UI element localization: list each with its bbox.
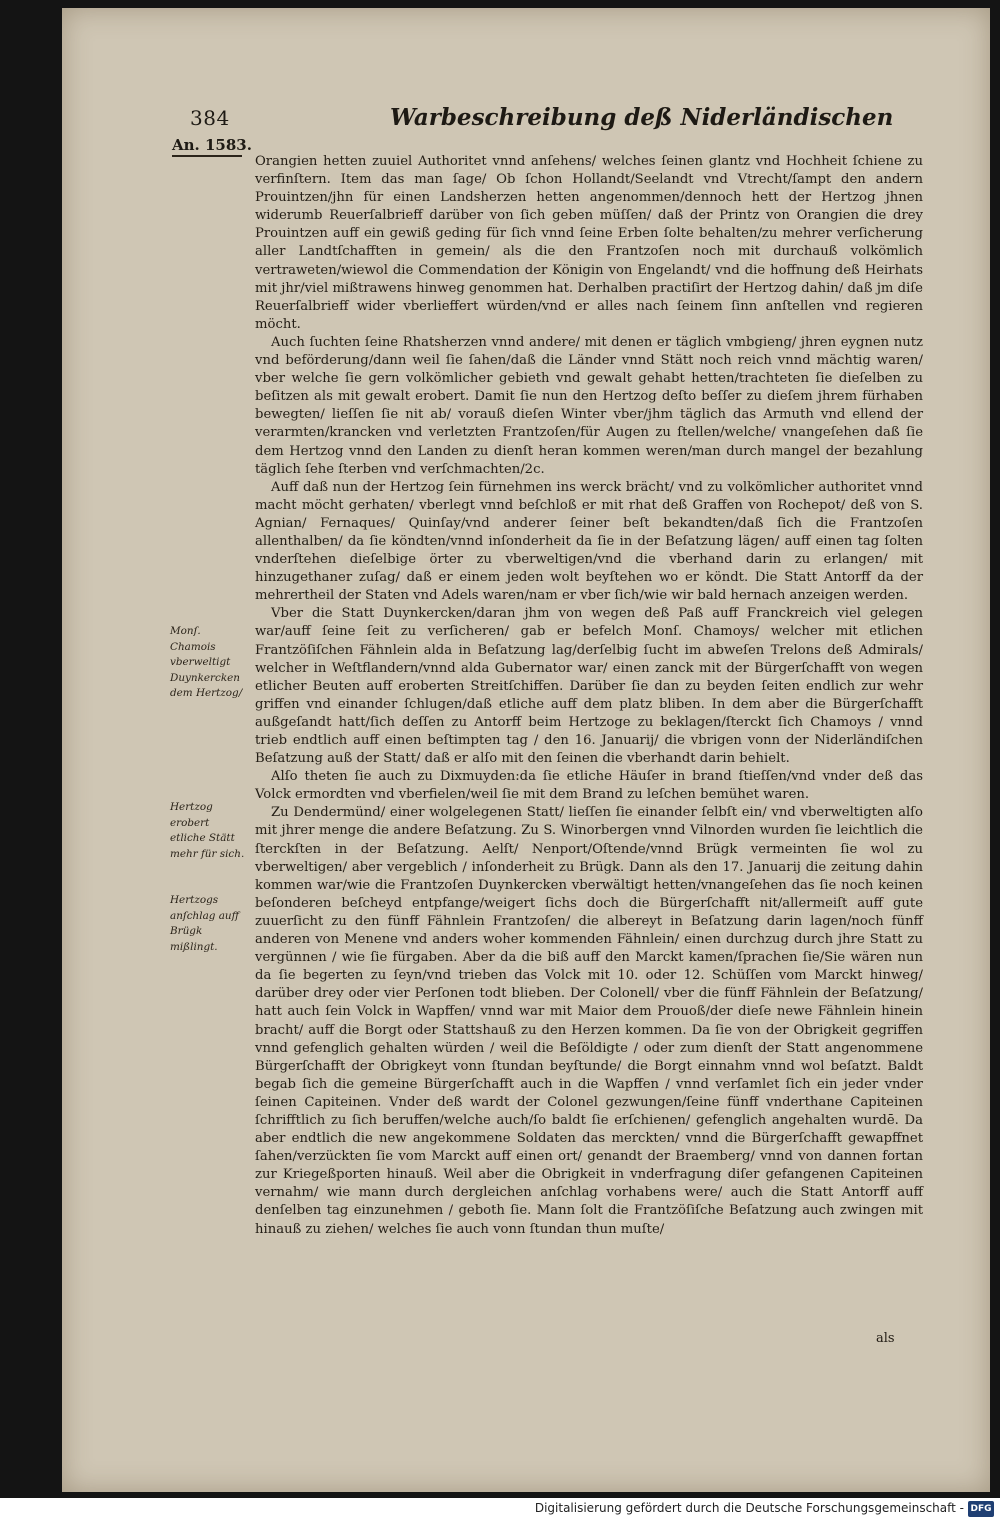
paragraph: Auff daß nun der Hertzog ſein fürnehmen ins werck brächt/ vnd zu volkömlicher authoritet vnnd macht möcht gerhaten/ vberlegt vnnd beſchloß er mit rhat deß Graffen von Rochepot/ deß von S. Agnian/ Fernaques/ Quinſay/vnd anderer ſeiner beſt bekandten/daß ſich die Frantzoſen allenthalben/ da ſie köndten/vnnd inſonderheit da ſie in der Beſatzung lägen/ auff einen tag ſolten vnderſtehen dieſelbige örter zu vberweltigen/vnd die vberhand darin zu erlangen/ mit hinzugethaner zuſag/ daß er einem jeden wolt beyſtehen wo er köndt. Die Statt Antorff da der mehrertheil der Staten vnd Adels waren/nam er vber ſich/wie wir bald hernach anzeigen werden. bbox=[255, 479, 923, 604]
main-text-block bbox=[255, 153, 923, 1239]
page-number: 384 bbox=[190, 106, 230, 130]
paragraph: Vber die Statt Duynkercken/daran jhm von wegen deß Paß auff Franckreich viel gelegen war/auff ſeine ſeit zu verſicheren/ gab er befelch Monſ. Chamoys/ welcher mit etlichen Frantzöſiſchen Fähnlein alda in Beſatzung lag/derſelbig ſucht im abweſen Trelons deß Admirals/ welcher in Weſtflandern/vnnd alda Gubernator war/ einen zanck mit der Bürgerſchafft von wegen etlicher Beuten auff eroberten Streitſchiffen. Darüber ſie dan zu beyden ſeiten endlich zur wehr griffen vnd einander ſchlugen/daß etliche auff dem platz bliben. In dem aber die Bürgerſchafft außgeſandt hatt/ſich deſſen zu Antorff beim Hertzoge zu beklagen/ſterckt ſich Chamoys / vnnd trieb endtlich auff einen beſtimpten tag / den 16. Januarij/ die vbrigen vonn der Niderländiſchen Beſatzung auß der Statt/ daß er alſo mit den ſeinen die vberhandt darin behielt. bbox=[255, 606, 923, 767]
margin-note: Hertzog erobert etliche Stätt mehr für sich. bbox=[170, 801, 245, 860]
paragraph: Alſo theten ſie auch zu Dixmuyden:da ſie etliche Häuſer in brand ſtieſſen/vnd vnder deß das Volck ermordten vnd vberfielen/weil ſie mit dem Brand zu leſchen bemühet waren. bbox=[255, 769, 923, 803]
footer-bar bbox=[0, 1498, 1000, 1521]
catchword: als bbox=[876, 1331, 895, 1346]
paragraph: Orangien hetten zuuiel Authoritet vnnd anſehens/ welches ſeinen glantz vnd Hochheit ſchiene zu verfinſtern. Item das man ſage/ Ob ſchon Hollandt/Seelandt vnd Vtrecht/ſampt den andern Prouintzen/jhn für einen Landsherzen hetten angenommen/dennoch hett der Hertzog jhnen widerumb Reuerſalbrieff darüber von ſich geben müſſen/ daß der Printz von Orangien die drey Prouintzen auff ein gewiß geding für ſich vnnd ſeine Erben ſolte behalten/zu mehrer verſicherung aller Landtſchafften in gemein/ als die den Frantzoſen noch mit durchauß volkömlich vertraweten/wiewol die Commendation der Königin von Engelandt/ vnd die hoffnung deß Heirhats mit jhr/viel mißtrawens hinweg genommen hat. Derhalben practiſirt der Hertzog dahin/ daß jm diſe Reuerſalbrieff wider vberlieffert würden/vnd er alles nach ſeinem ſinn anſtellen vnd regieren möcht. bbox=[255, 154, 923, 332]
margin-note: Monſ. Chamois vberweltigt Duynkercken dem Hertzog/ bbox=[170, 625, 243, 699]
running-head: Warbeschreibung deß Niderländischen bbox=[390, 104, 894, 131]
margin-note: Hertzogs anſchlag auff Brügk mißlingt. bbox=[170, 894, 239, 953]
footer-credit: Digitalisierung gefördert durch die Deutsche Forschungsgemeinschaft - bbox=[534, 1501, 964, 1515]
year-rule bbox=[172, 155, 242, 157]
year-label: An. 1583. bbox=[172, 136, 252, 154]
paragraph: Zu Dendermünd/ einer wolgelegenen Statt/ lieſſen ſie einander ſelbſt ein/ vnd vberweltigten alſo mit jhrer menge die andere Beſatzung. Zu S. Winorbergen vnnd Vilnorden wurden ſie leichtlich die ſterckſten in der Beſatzung. Aelſt/ Nenport/Oſtende/vnnd Brügk vermeinten ſie wol zu vberweltigen/ aber vergeblich / inſonderheit zu Brügk. Dann als den 17. Januarij die zeitung dahin kommen war/wie die Frantzoſen Duynkercken vberwältigt hetten/vnangeſehen das ſie noch keinen beſonderen beſcheyd entpfange/weigert ſichs doch die Bürgerſchafft nit/allermeiſt auff gute zuuerſicht zu den fünff Fähnlein Frantzoſen/ die albereyt in Beſatzung darin lagen/noch fünff anderen von Menene vnd anders woher kommenden Fähnlein/ einen durchzug durch jhre Statt zu vergünnen / wie ſie fürgaben. Aber da die biß auff den Marckt kamen/ſprachen ſie/Sie wären nun da ſie begerten zu ſeyn/vnd trieben das Volck mit 10. oder 12. Schüſſen vom Marckt hinweg/ darüber drey oder vier Perſonen todt blieben. Der Colonell/ vber die fünff Fähnlein der Beſatzung/ hatt auch ſein Volck in Wapffen/ vnnd war mit Maior dem Prouoß/der dieſe newe Fähnlein hinein bracht/ auff die Borgt oder Stattshauß zu den Herzen kommen. Da ſie von der Obrigkeit gegriffen vnnd gefenglich gehalten würden / weil die Beſöldigte / oder zum dienſt der Statt angenommene Bürgerſchafft der Obrigkeyt vonn ſtundan beyſtunde/ die Borgt einnahm vnnd wol beſatzt. Baldt begab ſich die gemeine Bürgerſchafft auch in die Wapffen / vnnd verſamlet ſich ein jeder vnder ſeinen Capiteinen. Vnder deß wardt der Colonel gezwungen/ſeine fünff vnderthane Capiteinen ſchrifftlich zu ſich beruffen/welche auch/ſo baldt ſie erſchienen/ gefenglich angehalten wurdē. Da aber endtlich die new angekommene Soldaten das merckten/ vnnd die Bürgerſchafft gewapffnet ſahen/verzückten ſie vom Marckt auff einen ort/ genandt der Braemberg/ vnnd von dannen fortan zur Kriegeßporten hinauß. Weil aber die Obrigkeit in vnderfragung diſer gefangenen Capiteinen vernahm/ wie mann durch dergleichen anſchlag vorhabens were/ auch die Statt Antorff auff denſelben tag einzunehmen / geboth ſie. Mann ſolt die Frantzöſiſche Beſatzung auch zwingen mit hinauß zu ziehen/ welches ſie auch vonn ſtundan thun muſte/ bbox=[255, 805, 923, 1237]
paragraph: Auch ſuchten ſeine Rhatsherzen vnnd andere/ mit denen er täglich vmbgieng/ jhren eygnen nutz vnd beförderung/dann weil ſie ſahen/daß die Länder vnnd Stätt noch reich vnnd mächtig waren/ vber welche ſie gern volkömlicher gebieth vnd gewalt gehabt hetten/trachteten ſie dieſelben zu beſitzen als mit gewalt erobert. Damit ſie nun den Hertzog deſto beſſer zu dieſem jhrem fürhaben bewegten/ lieſſen ſie nit ab/ vorauß dieſen Winter vber/jhm täglich das Armuth vnd ellend der verarmten/krancken vnd verletzten Frantzoſen/für Augen zu ſtellen/welche/ vnangeſehen daß ſie dem Hertzog vnnd den Landen zu dienſt heran kommen weren/man durch mangel der bezahlung täglich ſehe ſterben vnd verſchmachten/2c. bbox=[255, 334, 923, 477]
dfg-logo-icon[interactable]: DFG bbox=[968, 1501, 994, 1517]
